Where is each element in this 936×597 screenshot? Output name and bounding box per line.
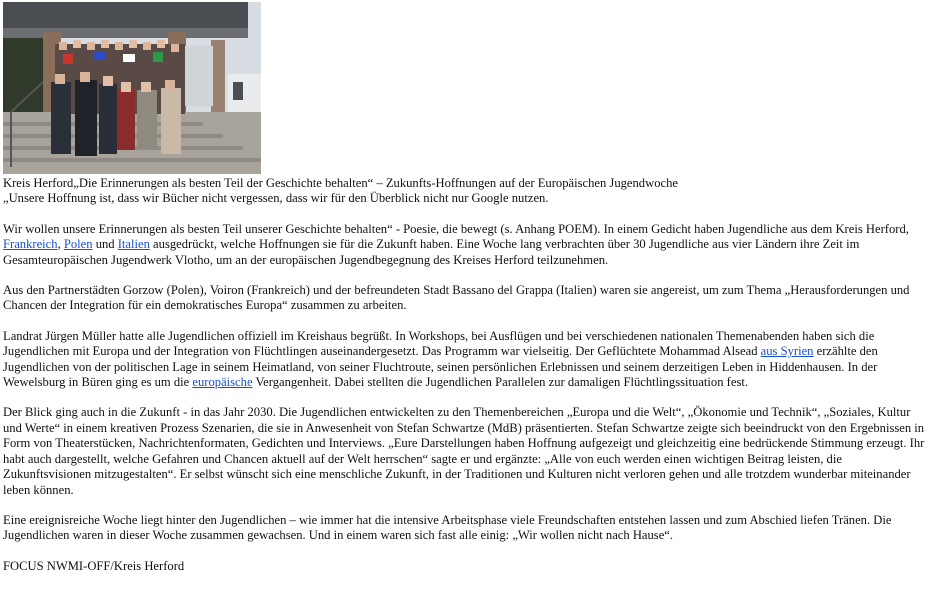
link-europaeische[interactable]: europäische [192, 375, 253, 390]
link-italien[interactable]: Italien [117, 237, 150, 252]
intro-quote: „Unsere Hoffnung ist, dass wir Bücher nicht vergessen, dass wir für den Überblick nicht nur Google nutzen. [3, 191, 549, 206]
paragraph-3 [3, 329, 928, 391]
article-intro [3, 176, 928, 207]
article-body [3, 176, 928, 589]
paragraph-1-text-d: ausgedrückt, welche Hoffnungen sie für die Zukunft haben. Eine Woche lang verbrachten über 30 Jugendliche aus vier Ländern ihre Zeit im Gesamteuropäischen Jugendwerk Vlotho, um an der europäischen Jugendbegegnung des Kreises Herford teilzunehmen. [3, 237, 860, 267]
headline: Kreis Herford„Die Erinnerungen als besten Teil der Geschichte behalten“ – Zukunfts-Hoffnungen auf der Europäischen Jugendwoche [3, 176, 678, 190]
link-polen[interactable]: Polen [63, 237, 93, 252]
paragraph-4: Der Blick ging auch in die Zukunft - in das Jahr 2030. Die Jugendlichen entwickelten zu den Themenbereichen „Europa und die Welt“, „Ökonomie und Technik“, „Soziales, Kultur und Werte“ in einem kreativen Prozess Szenarien, die sie in Anwesenheit von Stefan Schwartze (MdB) präsentierten. Stefan Schwartze zeigte sich beeindruckt von den Ergebnissen in Form von Theaterstücken, Nachrichtenformaten, Gedichten und Interviews. „Eure Darstellungen haben Hoffnung aufgezeigt und gleichzeitig eine bedrückende Stimmung erzeugt. Ihr habt auch dargestellt, welche Gefahren und Chancen aktuell auf der Welt herrschen“ sagte er und ergänzte: „Alle von euch werden einen wichtigen Beitrag leisten, die Zukunftsvisionen mitzugestalten“. Er selbst wünscht sich eine menschliche Zukunft, in der Traditionen und Kulturen nicht verloren gehen und alle trotzdem wunderbar miteinander leben können. [3, 405, 925, 497]
paragraph-3-text-c: Vergangenheit. Dabei stellten die Jugendlichen Parallelen zur damaligen Flüchtlingssituation fest. [252, 375, 748, 390]
paragraph-2: Aus den Partnerstädten Gorzow (Polen), Voiron (Frankreich) und der befreundeten Stadt Bassano del Grappa (Italien) waren sie angereist, um zum Thema „Herausforderungen und Chancen der Integration für ein demokratisches Europa“ zusammen zu arbeiten. [3, 283, 910, 313]
paragraph-5: Eine ereignisreiche Woche liegt hinter den Jugendlichen – wie immer hat die intensive Arbeitsphase viele Freundschaften entstehen lassen und zum Abschied liefen Tränen. Die Jugendlichen waren in dieser Woche zusammen gewachsen. Und in einem waren sich fast alle einig: „Wir wollen nicht nach Hause“. [3, 512, 892, 543]
paragraph-3-text-a: Landrat Jürgen Müller hatte alle Jugendlichen offiziell im Kreishaus begrüßt. In Workshops, bei Ausflügen und bei verschiedenen nationalen Themenabenden haben sich die Jugendlichen mit Europa und der Integration von Flüchtlingen auseinandergesetzt. Das Programm war vielseitig. Der Geflüchtete Mohammad Alsead [3, 328, 875, 359]
paragraph-1-text-c: und [92, 237, 118, 252]
source-line: FOCUS NWMI-OFF/Kreis Herford [3, 558, 185, 573]
paragraph-1-text-b: , [57, 237, 64, 252]
paragraph-3-text-b: erzählte den Jugendlichen von der politischen Lage in seinem Heimatland, von seiner Fluchtroute, seinen persönlichen Erlebnissen und seinem derzeitigen Leben in Hiddenhausen. In der Wewelsburg in Büren ging es um die [3, 344, 878, 390]
link-frankreich[interactable]: Frankreich [3, 237, 58, 252]
group-photo [3, 2, 261, 174]
paragraph-1-text-a: Wir wollen unsere Erinnerungen als besten Teil unserer Geschichte behalten“ - Poesie, die bewegt (s. Anhang POEM). In einem Gedicht haben Jugendliche aus dem Kreis Herford, [3, 221, 909, 236]
group-photo-image [3, 2, 261, 174]
paragraph-1 [3, 222, 928, 268]
link-aus-syrien[interactable]: aus Syrien [760, 344, 814, 359]
